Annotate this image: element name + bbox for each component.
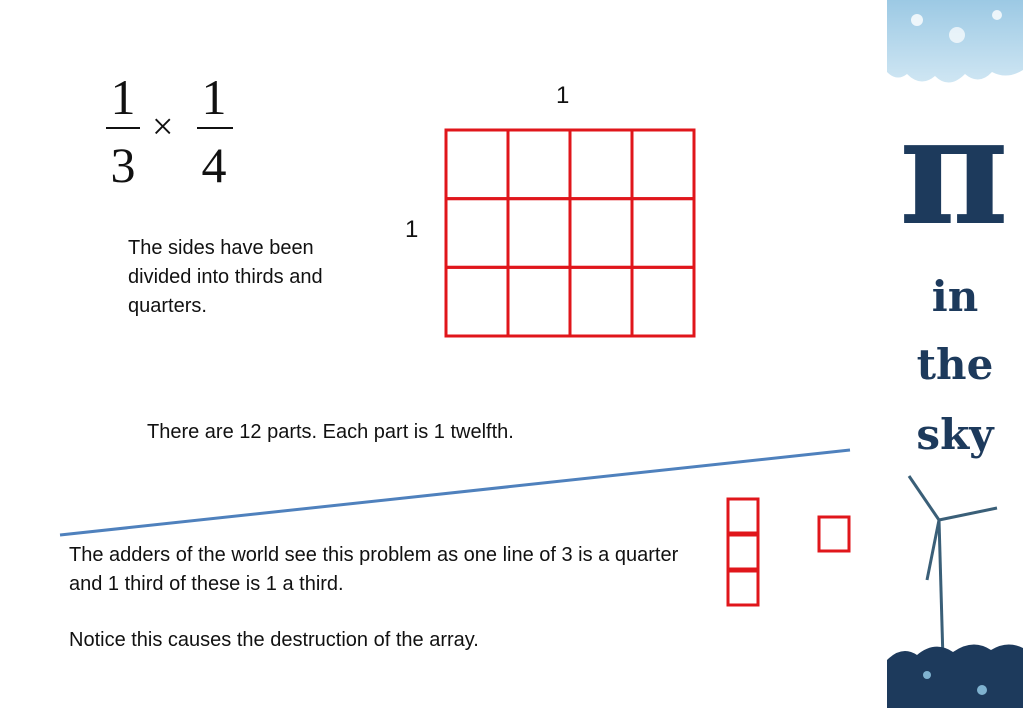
- destruction-note: Notice this causes the destruction of the array.: [69, 629, 479, 651]
- right-denominator: 4: [201, 137, 227, 193]
- grid-side-label: 1: [405, 216, 419, 243]
- single-square: [819, 517, 849, 551]
- grid-cell: [632, 267, 694, 336]
- grid-cell: [508, 199, 570, 268]
- adders-note: The adders of the world see this problem as one line of 3 is a quarter and 1 third of these is 1 a third.: [69, 544, 679, 595]
- grid-cell: [570, 267, 632, 336]
- left-numerator: 1: [110, 69, 136, 125]
- multiply-sign: ×: [152, 106, 174, 148]
- stacked-square: [728, 571, 758, 605]
- grid-cell: [632, 199, 694, 268]
- left-fraction-bar: [106, 127, 140, 129]
- right-fraction-bar: [197, 127, 233, 129]
- grid-cell: [446, 199, 508, 268]
- stacked-square: [728, 499, 758, 533]
- stacked-squares: [728, 499, 758, 605]
- sidebar-word-in: in: [931, 272, 979, 321]
- grid-cell: [446, 267, 508, 336]
- grid-cells: [446, 130, 694, 336]
- right-numerator: 1: [201, 69, 227, 125]
- sidebar-word-sky: sky: [916, 410, 994, 459]
- grid-cell: [508, 130, 570, 199]
- grid-cell: [508, 267, 570, 336]
- sides-note: The sides have been divided into thirds and quarters.: [128, 237, 323, 317]
- grid-top-label: 1: [556, 82, 570, 109]
- parts-note: There are 12 parts. Each part is 1 twelfth.: [147, 421, 514, 443]
- array-grid: [440, 124, 702, 342]
- grid-cell: [446, 130, 508, 199]
- grid-cell: [632, 130, 694, 199]
- small-squares: [720, 492, 860, 612]
- left-denominator: 3: [110, 137, 136, 193]
- grid-cell: [570, 199, 632, 268]
- grid-cell: [570, 130, 632, 199]
- wind-turbine-icon: [909, 476, 997, 660]
- pi-symbol: π: [899, 83, 1009, 259]
- sidebar-word-the: the: [916, 340, 994, 389]
- single-square-group: [819, 517, 849, 551]
- sidebar-decoration: [887, 0, 1023, 708]
- stacked-square: [728, 535, 758, 569]
